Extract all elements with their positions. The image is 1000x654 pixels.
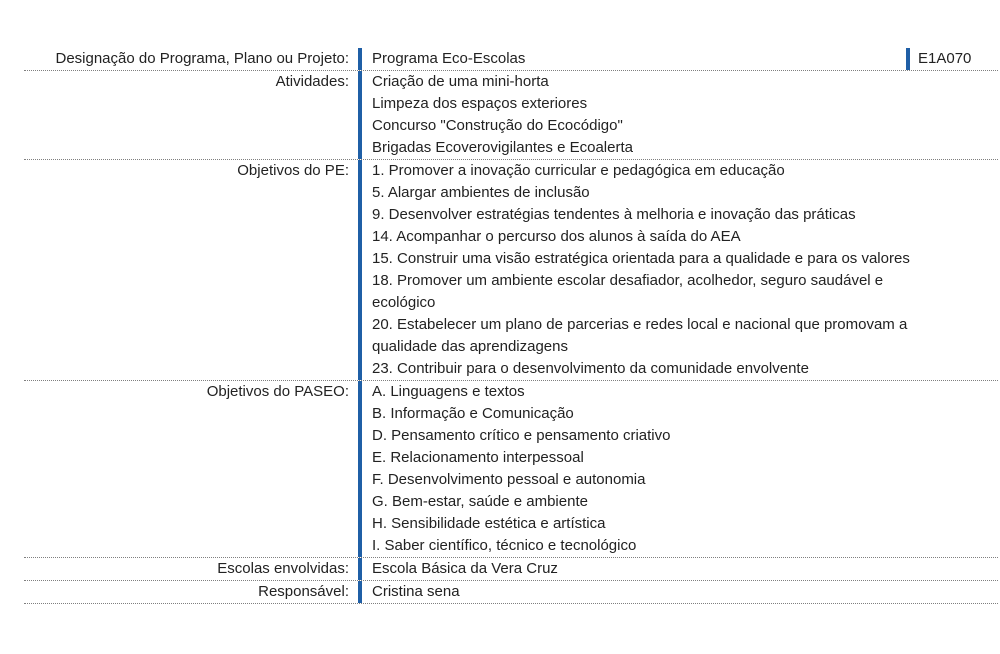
objetivo-pe-item: 20. Estabelecer um plano de parcerias e redes local e nacional que promovam a bbox=[372, 316, 908, 333]
objetivos-paseo-list bbox=[358, 381, 998, 557]
designacao-value-cell bbox=[358, 48, 998, 70]
objetivo-paseo-item: E. Relacionamento interpessoal bbox=[372, 449, 584, 466]
escolas-label: Escolas envolvidas: bbox=[217, 560, 349, 577]
objetivos-paseo-row bbox=[24, 381, 998, 558]
objetivo-paseo-item: A. Linguagens e textos bbox=[372, 383, 525, 400]
atividade-item: Brigadas Ecoverovigilantes e Ecoalerta bbox=[372, 139, 633, 156]
objetivos-paseo-label: Objetivos do PASEO: bbox=[206, 383, 349, 400]
objetivos-pe-row bbox=[24, 160, 998, 381]
objetivo-paseo-item: D. Pensamento crítico e pensamento criativo bbox=[372, 427, 671, 444]
objetivo-paseo-item: H. Sensibilidade estética e artística bbox=[372, 515, 606, 532]
atividade-item: Concurso "Construção do Ecocódigo" bbox=[372, 117, 623, 134]
objetivo-pe-item: 18. Promover um ambiente escolar desafiador, acolhedor, seguro saudável e bbox=[372, 272, 884, 289]
objetivo-pe-item: 5. Alargar ambientes de inclusão bbox=[372, 184, 590, 201]
responsavel-row bbox=[24, 581, 998, 604]
objetivo-paseo-item: I. Saber científico, técnico e tecnológico bbox=[372, 537, 637, 554]
objetivo-pe-item: 15. Construir uma visão estratégica orientada para a qualidade e para os valores bbox=[372, 250, 910, 267]
responsavel-label: Responsável: bbox=[258, 583, 349, 600]
designacao-label: Designação do Programa, Plano ou Projeto: bbox=[55, 50, 349, 67]
objetivo-paseo-item: G. Bem-estar, saúde e ambiente bbox=[372, 493, 588, 510]
escolas-row bbox=[24, 558, 998, 581]
objetivo-paseo-item: B. Informação e Comunicação bbox=[372, 405, 574, 422]
atividade-item: Limpeza dos espaços exteriores bbox=[372, 95, 588, 112]
atividades-row bbox=[24, 71, 998, 160]
designacao-value: Programa Eco-Escolas bbox=[372, 50, 526, 67]
objetivos-pe-list bbox=[358, 160, 998, 380]
objetivo-pe-item: 23. Contribuir para o desenvolvimento da comunidade envolvente bbox=[372, 360, 809, 377]
responsavel-value: Cristina sena bbox=[358, 581, 998, 603]
designacao-row bbox=[24, 48, 998, 71]
objetivo-pe-item: 1. Promover a inovação curricular e pedagógica em educação bbox=[372, 162, 785, 179]
atividade-item: Criação de uma mini-horta bbox=[372, 73, 549, 90]
objetivos-pe-label: Objetivos do PE: bbox=[237, 162, 349, 179]
objetivo-pe-item-continued: ecológico bbox=[372, 294, 436, 311]
escolas-value: Escola Básica da Vera Cruz bbox=[358, 558, 998, 580]
objetivo-pe-item-continued: qualidade das aprendizagens bbox=[372, 338, 568, 355]
atividades-label: Atividades: bbox=[275, 73, 349, 90]
project-code: E1A070 bbox=[906, 48, 998, 70]
objetivo-pe-item: 9. Desenvolver estratégias tendentes à melhoria e inovação das práticas bbox=[372, 206, 856, 223]
objetivo-pe-item: 14. Acompanhar o percurso dos alunos à saída do AEA bbox=[372, 228, 741, 245]
atividades-list bbox=[358, 71, 998, 159]
objetivo-paseo-item: F. Desenvolvimento pessoal e autonomia bbox=[372, 471, 646, 488]
project-sheet bbox=[24, 48, 998, 604]
